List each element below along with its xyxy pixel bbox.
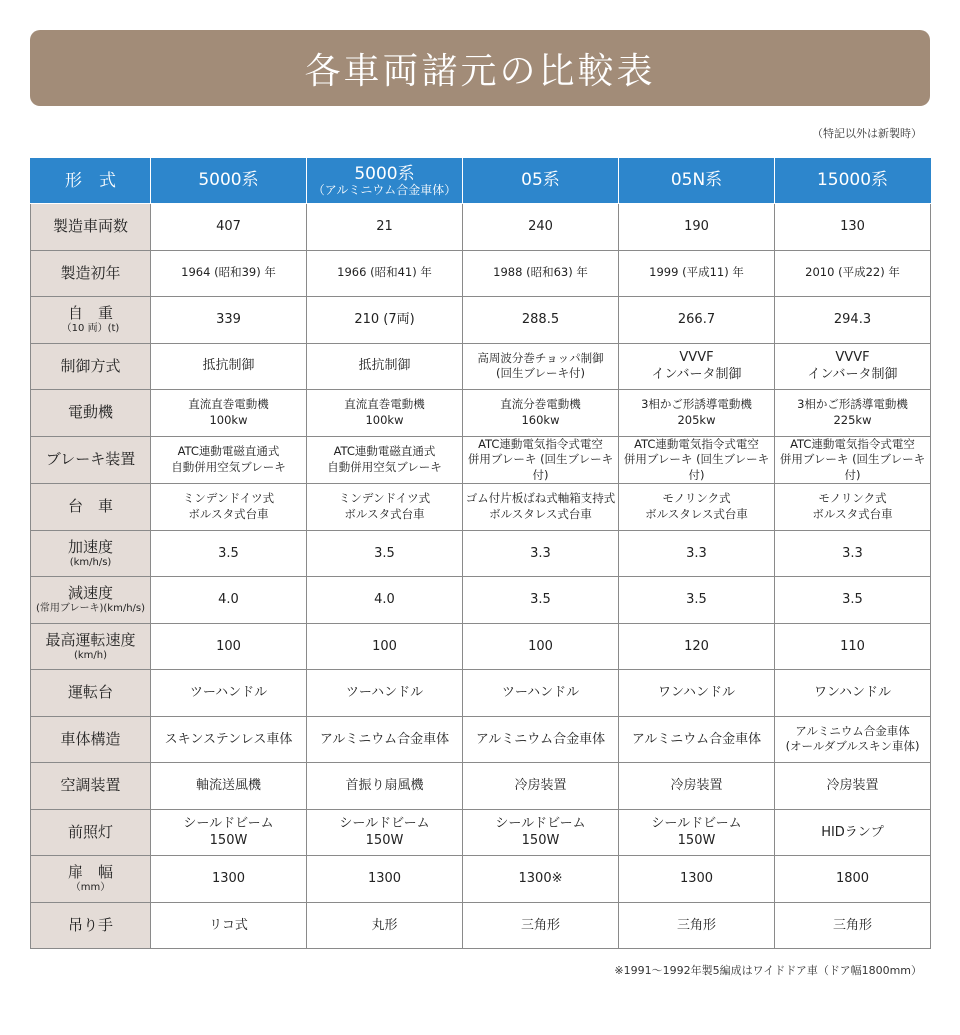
table-cell: 直流直巻電動機 100kw: [307, 390, 463, 437]
header-col: 5000系 （アルミニウム合金車体）: [307, 159, 463, 204]
row-label: 空調装置: [31, 763, 151, 810]
note-top: （特記以外は新製時）: [812, 127, 922, 140]
spec-table: [30, 158, 931, 949]
table-cell: ツーハンドル: [307, 670, 463, 717]
table-cell: 1300: [151, 856, 307, 903]
table-row: [31, 670, 931, 717]
table-cell: 1999 (平成11) 年: [619, 250, 775, 297]
table-cell: アルミニウム合金車体 (オールダブルスキン車体): [775, 716, 931, 763]
row-label: 減速度 (常用ブレーキ)(km/h/s): [31, 577, 151, 624]
table-row: [31, 297, 931, 344]
table-cell: モノリンク式 ボルスタ式台車: [775, 484, 931, 531]
table-cell: シールドビーム 150W: [307, 809, 463, 856]
table-cell: 130: [775, 204, 931, 251]
table-cell: 100: [307, 623, 463, 670]
page-title: 各車両諸元の比較表: [304, 50, 656, 92]
table-cell: ツーハンドル: [463, 670, 619, 717]
table-cell: 1800: [775, 856, 931, 903]
table-cell: シールドビーム 150W: [151, 809, 307, 856]
table-row: [31, 763, 931, 810]
table-cell: 3.5: [151, 530, 307, 577]
header-col: 15000系: [775, 159, 931, 204]
title-banner: [30, 30, 930, 106]
table-cell: 240: [463, 204, 619, 251]
header-row: [31, 159, 931, 204]
table-cell: ゴム付片板ばね式軸箱支持式 ボルスタレス式台車: [463, 484, 619, 531]
table-cell: 4.0: [307, 577, 463, 624]
table-cell: 3相かご形誘導電動機 225kw: [775, 390, 931, 437]
table-row: [31, 902, 931, 949]
table-cell: 丸形: [307, 902, 463, 949]
table-cell: 高周波分巻チョッパ制御 (回生ブレーキ付): [463, 343, 619, 390]
table-cell: HIDランプ: [775, 809, 931, 856]
row-label: ブレーキ装置: [31, 436, 151, 484]
table-cell: 4.0: [151, 577, 307, 624]
row-label: 自 重 （10 両）(t): [31, 297, 151, 344]
table-cell: 直流分巻電動機 160kw: [463, 390, 619, 437]
table-row: [31, 809, 931, 856]
table-cell: 3.5: [463, 577, 619, 624]
table-cell: 冷房装置: [463, 763, 619, 810]
row-label: 製造車両数: [31, 204, 151, 251]
table-cell: 直流直巻電動機 100kw: [151, 390, 307, 437]
table-cell: モノリンク式 ボルスタレス式台車: [619, 484, 775, 531]
table-cell: VVVF インバータ制御: [775, 343, 931, 390]
row-label: 前照灯: [31, 809, 151, 856]
table-cell: 3相かご形誘導電動機 205kw: [619, 390, 775, 437]
table-cell: ミンデンドイツ式 ボルスタ式台車: [151, 484, 307, 531]
table-cell: 210 (7両): [307, 297, 463, 344]
table-cell: 407: [151, 204, 307, 251]
note-bottom: ※1991〜1992年製5編成はワイドドア車（ドア幅1800mm）: [614, 964, 922, 977]
table-row: [31, 623, 931, 670]
table-row: [31, 436, 931, 484]
table-cell: 100: [463, 623, 619, 670]
header-col: 05系: [463, 159, 619, 204]
table-cell: 1300※: [463, 856, 619, 903]
table-row: [31, 250, 931, 297]
header-col: 05N系: [619, 159, 775, 204]
table-cell: 3.5: [307, 530, 463, 577]
table-row: [31, 716, 931, 763]
table-row: [31, 530, 931, 577]
table-cell: 3.3: [775, 530, 931, 577]
table-cell: ATC連動電気指令式電空 併用ブレーキ (回生ブレーキ付): [619, 436, 775, 484]
table-cell: 110: [775, 623, 931, 670]
row-label: 制御方式: [31, 343, 151, 390]
table-cell: 冷房装置: [619, 763, 775, 810]
table-cell: VVVF インバータ制御: [619, 343, 775, 390]
table-cell: 三角形: [619, 902, 775, 949]
row-label: 製造初年: [31, 250, 151, 297]
table-cell: 三角形: [775, 902, 931, 949]
row-label: 台 車: [31, 484, 151, 531]
table-cell: リコ式: [151, 902, 307, 949]
header-col: 5000系: [151, 159, 307, 204]
table-row: [31, 343, 931, 390]
table-cell: 1964 (昭和39) 年: [151, 250, 307, 297]
table-cell: 266.7: [619, 297, 775, 344]
table-cell: 288.5: [463, 297, 619, 344]
table-cell: 2010 (平成22) 年: [775, 250, 931, 297]
table-row: [31, 484, 931, 531]
table-cell: ミンデンドイツ式 ボルスタ式台車: [307, 484, 463, 531]
table-cell: アルミニウム合金車体: [463, 716, 619, 763]
table-cell: 190: [619, 204, 775, 251]
table-cell: 抵抗制御: [151, 343, 307, 390]
header-label: 形 式: [31, 159, 151, 204]
table-cell: シールドビーム 150W: [619, 809, 775, 856]
table-cell: 294.3: [775, 297, 931, 344]
table-cell: ワンハンドル: [775, 670, 931, 717]
row-label: 最高運転速度 (km/h): [31, 623, 151, 670]
table-row: [31, 204, 931, 251]
row-label: 車体構造: [31, 716, 151, 763]
table-cell: シールドビーム 150W: [463, 809, 619, 856]
table-cell: 100: [151, 623, 307, 670]
table-cell: 三角形: [463, 902, 619, 949]
row-label: 電動機: [31, 390, 151, 437]
table-cell: 3.3: [463, 530, 619, 577]
table-cell: 3.5: [619, 577, 775, 624]
table-cell: 冷房装置: [775, 763, 931, 810]
row-label: 加速度 (km/h/s): [31, 530, 151, 577]
table-cell: ツーハンドル: [151, 670, 307, 717]
table-cell: ATC連動電磁直通式 自動併用空気ブレーキ: [151, 436, 307, 484]
table-cell: 339: [151, 297, 307, 344]
table-row: [31, 390, 931, 437]
table-cell: ワンハンドル: [619, 670, 775, 717]
table-cell: 抵抗制御: [307, 343, 463, 390]
table-cell: 首振り扇風機: [307, 763, 463, 810]
table-cell: 21: [307, 204, 463, 251]
table-cell: スキンステンレス車体: [151, 716, 307, 763]
table-cell: ATC連動電磁直通式 自動併用空気ブレーキ: [307, 436, 463, 484]
table-cell: 1300: [619, 856, 775, 903]
table-row: [31, 577, 931, 624]
table-cell: 120: [619, 623, 775, 670]
table-cell: 1300: [307, 856, 463, 903]
row-label: 吊り手: [31, 902, 151, 949]
table-cell: アルミニウム合金車体: [619, 716, 775, 763]
table-cell: 3.5: [775, 577, 931, 624]
table-cell: 軸流送風機: [151, 763, 307, 810]
table-cell: アルミニウム合金車体: [307, 716, 463, 763]
row-label: 扉 幅 （mm）: [31, 856, 151, 903]
table-cell: 1966 (昭和41) 年: [307, 250, 463, 297]
table-cell: ATC連動電気指令式電空 併用ブレーキ (回生ブレーキ付): [463, 436, 619, 484]
table-cell: ATC連動電気指令式電空 併用ブレーキ (回生ブレーキ付): [775, 436, 931, 484]
row-label: 運転台: [31, 670, 151, 717]
table-cell: 3.3: [619, 530, 775, 577]
table-cell: 1988 (昭和63) 年: [463, 250, 619, 297]
table-row: [31, 856, 931, 903]
